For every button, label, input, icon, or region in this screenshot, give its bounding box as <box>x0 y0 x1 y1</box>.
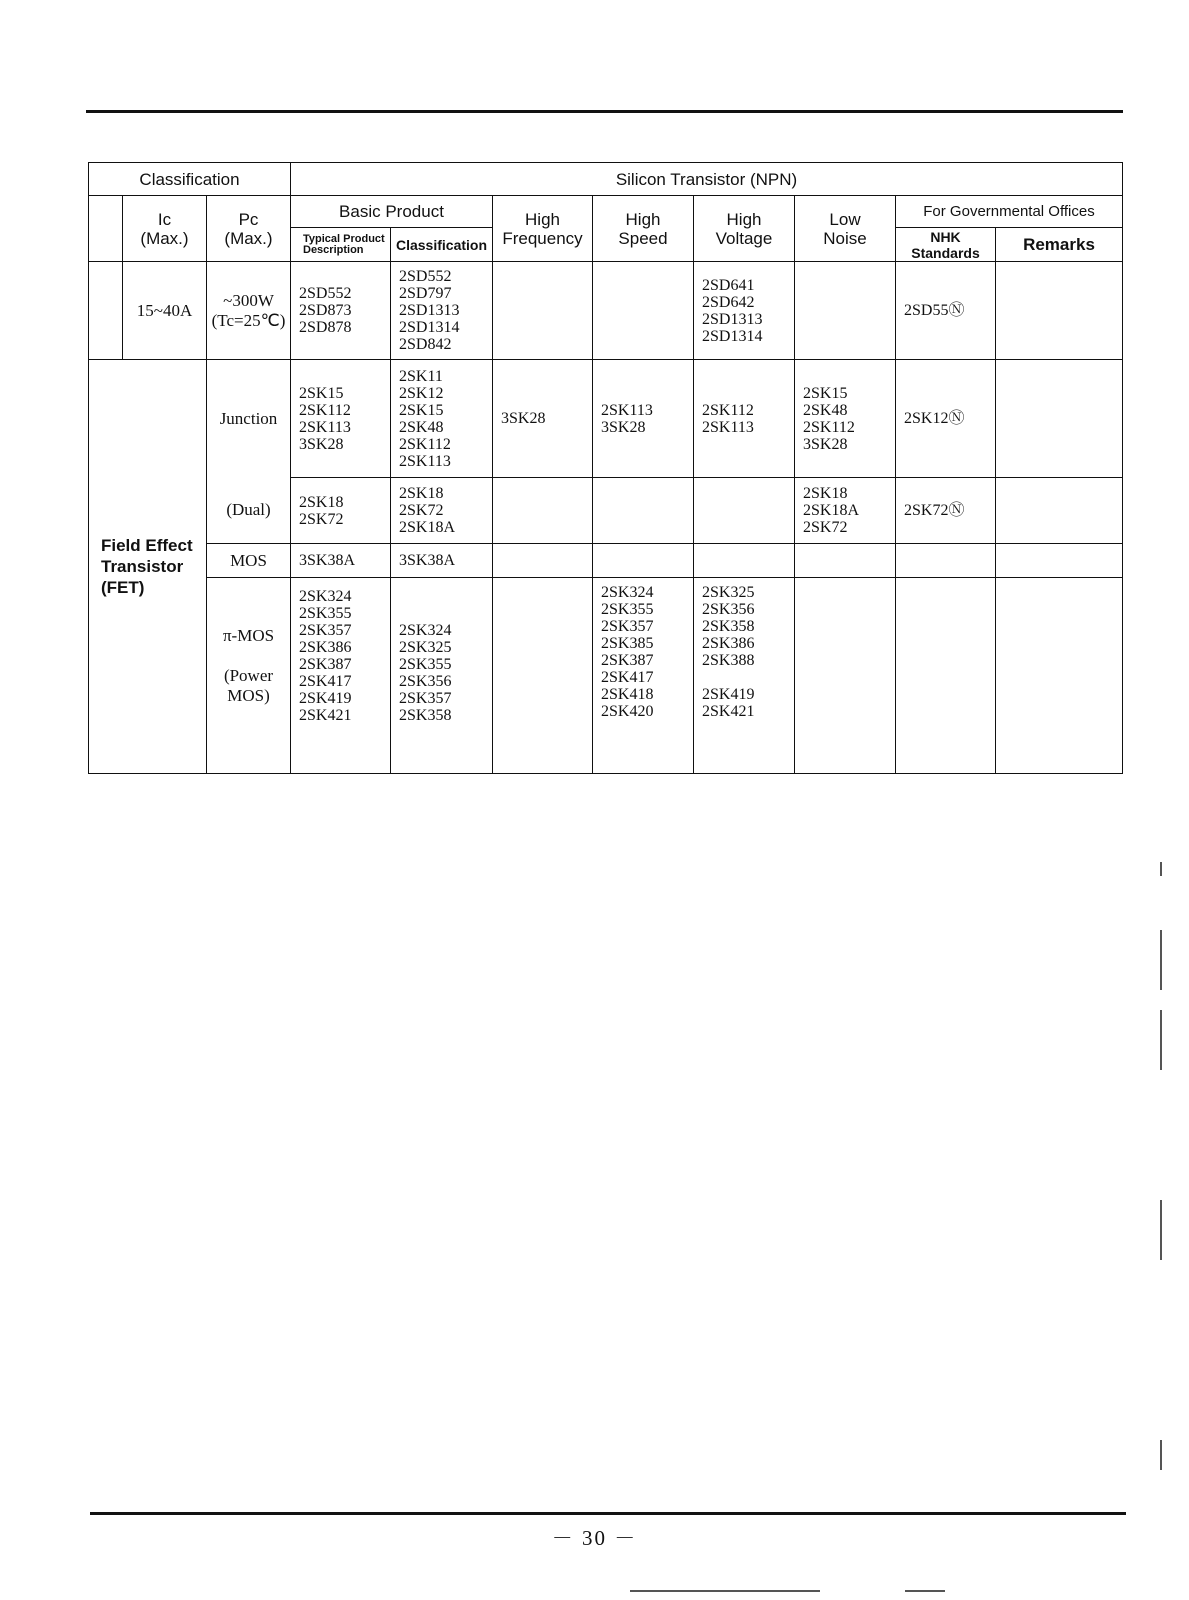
mos-nhk-cell <box>896 544 996 578</box>
pc-header: Pc (Max.) <box>207 196 291 262</box>
power-low-noise-cell <box>795 262 896 360</box>
pimos-nhk-cell <box>896 578 996 774</box>
junction-nhk-cell: 2SK12Ⓝ <box>896 360 996 478</box>
mos-high-frequency-cell <box>493 544 593 578</box>
dual-label: (Dual) <box>207 478 291 544</box>
transistor-classification-table <box>88 162 1123 774</box>
basic-product-header: Basic Product <box>291 196 493 228</box>
pimos-high-speed-cell: 2SK324 2SK355 2SK357 2SK385 2SK387 2SK417 2SK418 2SK420 <box>593 578 694 774</box>
dual-low-noise-cell: 2SK18 2SK18A 2SK72 <box>795 478 896 544</box>
pimos-row <box>89 578 1123 774</box>
junction-high-voltage-cell: 2SK112 2SK113 <box>694 360 795 478</box>
high-speed-header: High Speed <box>593 196 694 262</box>
junction-low-noise-cell: 2SK15 2SK48 2SK112 3SK28 <box>795 360 896 478</box>
junction-row <box>89 360 1123 478</box>
pimos-label: π-MOS (Power MOS) <box>207 578 291 774</box>
pimos-high-voltage-cell: 2SK325 2SK356 2SK358 2SK386 2SK388 2SK419 2SK421 <box>694 578 795 774</box>
scan-artifact <box>1160 1440 1162 1470</box>
mos-high-speed-cell <box>593 544 694 578</box>
mos-high-voltage-cell <box>694 544 795 578</box>
governmental-offices-header: For Governmental Offices <box>896 196 1123 228</box>
blank-header-cell <box>89 196 123 262</box>
junction-classification-cell: 2SK11 2SK12 2SK15 2SK48 2SK112 2SK113 <box>391 360 493 478</box>
power-remarks-cell <box>996 262 1123 360</box>
top-rule <box>86 110 1123 113</box>
power-pc-cell: ~300W (Tc=25℃) <box>207 262 291 360</box>
junction-high-frequency-cell: 3SK28 <box>493 360 593 478</box>
dual-remarks-cell <box>996 478 1123 544</box>
nhk-standards-header: NHK Standards <box>896 228 996 262</box>
pimos-typical-cell: 2SK324 2SK355 2SK357 2SK386 2SK387 2SK417 2SK419 2SK421 <box>291 578 391 774</box>
power-nhk-cell: 2SD55Ⓝ <box>896 262 996 360</box>
silicon-transistor-header: Silicon Transistor (NPN) <box>291 163 1123 196</box>
scan-artifact <box>630 1590 820 1592</box>
classification-header: Classification <box>89 163 291 196</box>
high-frequency-header: High Frequency <box>493 196 593 262</box>
power-ic-cell: 15~40A <box>123 262 207 360</box>
scan-artifact <box>1160 862 1162 876</box>
power-high-voltage-cell: 2SD641 2SD642 2SD1313 2SD1314 <box>694 262 795 360</box>
low-noise-header: Low Noise <box>795 196 896 262</box>
power-row <box>89 262 1123 360</box>
junction-typical-cell: 2SK15 2SK112 2SK113 3SK28 <box>291 360 391 478</box>
power-high-speed-cell <box>593 262 694 360</box>
mos-low-noise-cell <box>795 544 896 578</box>
power-high-frequency-cell <box>493 262 593 360</box>
fet-label: Field Effect Transistor (FET) <box>89 360 207 774</box>
scan-artifact <box>905 1590 945 1592</box>
mos-label: MOS <box>207 544 291 578</box>
pimos-high-frequency-cell <box>493 578 593 774</box>
header-row-2 <box>89 196 1123 228</box>
dual-typical-cell: 2SK18 2SK72 <box>291 478 391 544</box>
junction-high-speed-cell: 2SK113 3SK28 <box>593 360 694 478</box>
pimos-remarks-cell <box>996 578 1123 774</box>
dual-high-speed-cell <box>593 478 694 544</box>
scan-artifact <box>1160 1010 1162 1070</box>
mos-typical-cell: 3SK38A <box>291 544 391 578</box>
scan-artifact <box>1160 930 1162 990</box>
header-row-1 <box>89 163 1123 196</box>
dual-row <box>89 478 1123 544</box>
high-voltage-header: High Voltage <box>694 196 795 262</box>
bottom-rule <box>90 1512 1126 1515</box>
dual-high-frequency-cell <box>493 478 593 544</box>
pimos-low-noise-cell <box>795 578 896 774</box>
dual-classification-cell: 2SK18 2SK72 2SK18A <box>391 478 493 544</box>
junction-label: Junction <box>207 360 291 478</box>
mos-classification-cell: 3SK38A <box>391 544 493 578</box>
power-side-cell <box>89 262 123 360</box>
typical-product-header: Typical Product Description <box>291 228 391 262</box>
scan-artifact <box>1160 1200 1162 1260</box>
page-number: － 30 － <box>551 1526 638 1550</box>
junction-remarks-cell <box>996 360 1123 478</box>
classification-subheader: Classification <box>391 228 493 262</box>
dual-nhk-cell: 2SK72Ⓝ <box>896 478 996 544</box>
ic-header: Ic (Max.) <box>123 196 207 262</box>
mos-remarks-cell <box>996 544 1123 578</box>
mos-row <box>89 544 1123 578</box>
remarks-header: Remarks <box>996 228 1123 262</box>
power-classification-cell: 2SD552 2SD797 2SD1313 2SD1314 2SD842 <box>391 262 493 360</box>
dual-high-voltage-cell <box>694 478 795 544</box>
pimos-classification-cell: 2SK324 2SK325 2SK355 2SK356 2SK357 2SK358 <box>391 578 493 774</box>
power-typical-cell: 2SD552 2SD873 2SD878 <box>291 262 391 360</box>
